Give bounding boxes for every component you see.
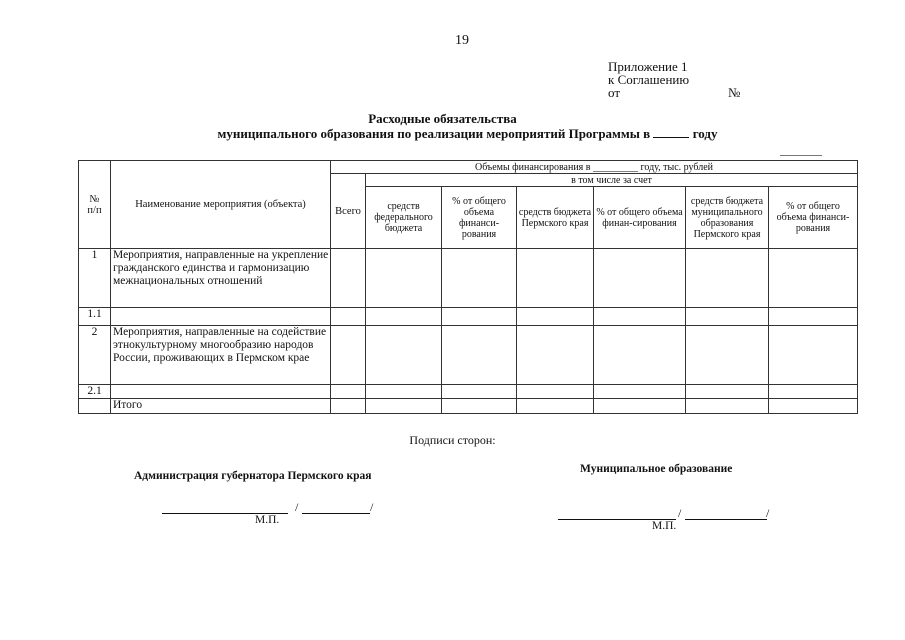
title-line-2-prefix: муниципального образования по реализации мероприятий Программы в xyxy=(217,126,651,141)
appendix-line-2: к Соглашению xyxy=(608,72,690,87)
cell xyxy=(686,399,769,414)
table-row-total xyxy=(79,399,858,414)
title-line-2 xyxy=(0,126,905,141)
appendix-note xyxy=(608,59,741,100)
cell xyxy=(517,308,594,326)
cell xyxy=(331,249,366,308)
row-name xyxy=(111,385,331,399)
cell xyxy=(331,326,366,385)
cell xyxy=(442,326,517,385)
year-blank xyxy=(653,126,689,138)
row-num: 2 xyxy=(79,326,111,385)
left-name-line xyxy=(302,513,370,514)
row-name xyxy=(111,308,331,326)
cell xyxy=(686,308,769,326)
row-num: 1.1 xyxy=(79,308,111,326)
appendix-from: от xyxy=(608,85,621,100)
table-row xyxy=(79,308,858,326)
cell xyxy=(366,249,442,308)
cell xyxy=(366,385,442,399)
cell xyxy=(769,308,858,326)
header-municipal-budget: средств бюджета муниципального образования Пермского края xyxy=(686,187,769,249)
header-federal-pct: % от общего объема финанси-рования xyxy=(442,187,517,249)
left-slash-1: / xyxy=(295,500,299,514)
header-including: в том числе за счет xyxy=(366,174,858,187)
document-title xyxy=(0,112,905,141)
left-slash-2: / xyxy=(370,500,374,514)
row-num: 2.1 xyxy=(79,385,111,399)
table-row xyxy=(79,326,858,385)
cell xyxy=(366,326,442,385)
header-total: Всего xyxy=(331,174,366,249)
cell xyxy=(594,399,686,414)
cell xyxy=(331,308,366,326)
appendix-line-3 xyxy=(608,85,741,100)
cell xyxy=(594,249,686,308)
row-name: Мероприятия, направленные на укрепление гражданского единства и гармонизацию межнациональных отношений xyxy=(111,249,331,308)
cell xyxy=(686,249,769,308)
header-regional-budget: средств бюджета Пермского края xyxy=(517,187,594,249)
title-line-1: Расходные обязательства xyxy=(368,111,517,126)
cell xyxy=(769,399,858,414)
cell xyxy=(442,385,517,399)
row-name: Мероприятия, направленные на содействие этнокультурному многообразию народов России, проживающих в Пермском крае xyxy=(111,326,331,385)
table-row xyxy=(79,385,858,399)
right-party-name: Муниципальное образование xyxy=(580,463,733,475)
cell xyxy=(769,326,858,385)
header-num: № п/п xyxy=(79,161,111,249)
page-number: 19 xyxy=(455,33,469,48)
cell xyxy=(331,385,366,399)
decorative-line xyxy=(780,155,822,156)
row-num: 1 xyxy=(79,249,111,308)
row-num xyxy=(79,399,111,414)
signatures-heading: Подписи сторон: xyxy=(409,433,496,447)
cell xyxy=(686,326,769,385)
cell xyxy=(442,308,517,326)
right-slash-2: / xyxy=(766,506,770,520)
header-volume: Объемы финансирования в _________ году, тыс. рублей xyxy=(331,161,858,174)
header-name: Наименование мероприятия (объекта) xyxy=(111,161,331,249)
table-row xyxy=(79,249,858,308)
title-line-2-suffix: году xyxy=(692,126,718,141)
header-federal-budget: средств федерального бюджета xyxy=(366,187,442,249)
appendix-number-sign: № xyxy=(728,85,741,100)
cell xyxy=(769,249,858,308)
cell xyxy=(769,385,858,399)
right-slash-1: / xyxy=(678,506,682,520)
cell xyxy=(442,399,517,414)
row-name: Итого xyxy=(111,399,331,414)
right-name-line xyxy=(685,519,767,520)
cell xyxy=(517,326,594,385)
cell xyxy=(594,326,686,385)
expenditure-table xyxy=(78,160,858,414)
header-regional-pct: % от общего объема финан-сирования xyxy=(594,187,686,249)
cell xyxy=(366,308,442,326)
cell xyxy=(594,385,686,399)
header-municipal-pct: % от общего объема финанси-рования xyxy=(769,187,858,249)
cell xyxy=(517,399,594,414)
cell xyxy=(366,399,442,414)
left-party-name: Администрация губернатора Пермского края xyxy=(134,470,372,482)
appendix-line-1: Приложение 1 xyxy=(608,59,688,74)
left-stamp: М.П. xyxy=(255,514,280,526)
cell xyxy=(331,399,366,414)
cell xyxy=(442,249,517,308)
cell xyxy=(517,385,594,399)
cell xyxy=(594,308,686,326)
right-stamp: М.П. xyxy=(652,520,677,532)
cell xyxy=(686,385,769,399)
cell xyxy=(517,249,594,308)
